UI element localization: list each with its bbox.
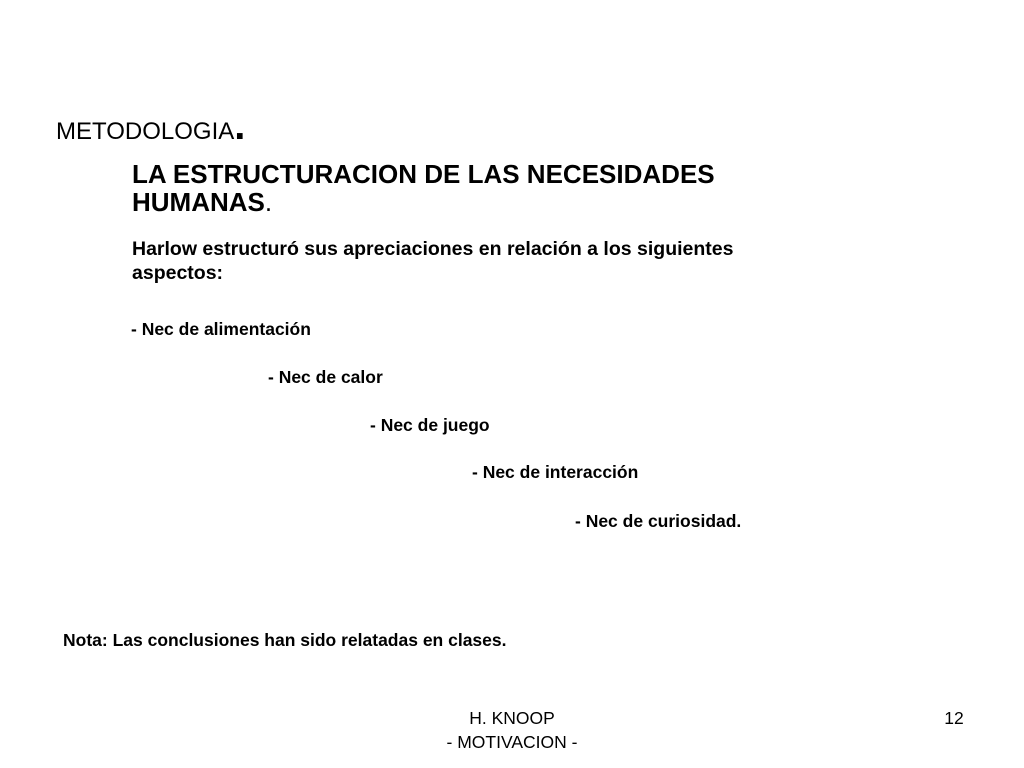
need-item-interaccion: - Nec de interacción (472, 462, 639, 482)
note-text: Nota: Las conclusiones han sido relatadas en clases. (63, 630, 507, 650)
footer-center (412, 706, 612, 754)
slide-title-period: . (264, 187, 273, 217)
page-number: 12 (944, 708, 964, 728)
slide-title-line-2 (132, 188, 715, 216)
section-label-text: METODOLOGIA (56, 118, 235, 145)
slide-title-line-1: LA ESTRUCTURACION DE LAS NECESIDADES (132, 159, 715, 189)
slide-title-line-2-text: HUMANAS (132, 187, 265, 217)
section-label-dot: . (234, 104, 246, 148)
intro-paragraph (132, 237, 733, 285)
slide-title (132, 160, 715, 216)
need-item-juego: - Nec de juego (370, 415, 490, 435)
need-item-calor: - Nec de calor (268, 367, 383, 387)
footer-author: H. KNOOP (469, 708, 555, 728)
footer-subtitle: - MOTIVACION - (446, 732, 578, 752)
section-label (56, 104, 246, 148)
intro-line-2: aspectos: (132, 262, 224, 284)
need-item-alimentacion: - Nec de alimentación (131, 319, 311, 339)
intro-line-1: Harlow estructuró sus apreciaciones en relación a los siguientes (132, 238, 734, 260)
need-item-curiosidad: - Nec de curiosidad. (575, 511, 742, 531)
